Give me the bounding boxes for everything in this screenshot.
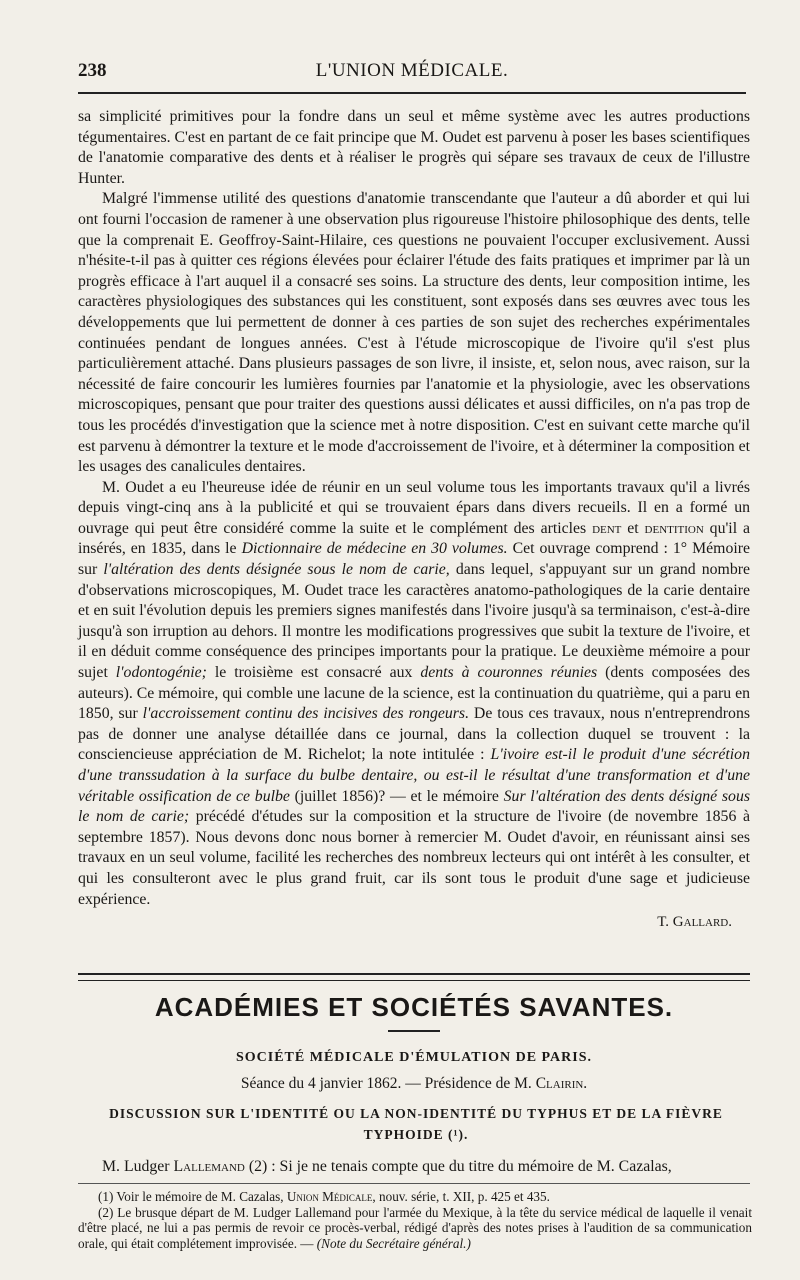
italic-title: l'accroissement continu des incisives des rongeurs. xyxy=(142,705,470,723)
running-title: L'UNION MÉDICALE. xyxy=(315,60,509,81)
text-run: Cet ouvrage comprend : 1° Mémoire sur xyxy=(78,540,751,579)
text-run-smallcaps: dentition xyxy=(644,519,704,537)
text-run: (juillet 1856)? — et le mémoire xyxy=(289,787,504,805)
article-body xyxy=(78,107,750,933)
footnotes xyxy=(78,1189,752,1251)
text-run: (dents composées des auteurs). Ce mémoire, qui comble une lacune de la science, est la continuation du quatrième, qui a paru en 1850, sur xyxy=(78,664,751,723)
society-heading: SOCIÉTÉ MÉDICALE D'ÉMULATION DE PARIS. xyxy=(235,1050,593,1065)
text-run: Séance du 4 janvier 1862. — Présidence de M. xyxy=(240,1075,536,1092)
section-title: ACADÉMIES ET SOCIÉTÉS SAVANTES. xyxy=(154,992,674,1022)
speaker-paragraph xyxy=(78,1157,750,1177)
text-run: (1) Voir le mémoire de M. Cazalas, xyxy=(98,1189,287,1204)
text-run: M. Oudet a eu l'heureuse idée de réunir en un seul volume tous les importants travaux qu'il a livrés depuis vingt-cinq ans à la publicité et qui se trouvaient épars dans divers recueils. Il en a formé un ouvrage qui peut être considéré comme la suite et le complément des articles xyxy=(78,478,750,537)
page-number: 238 xyxy=(78,60,107,81)
text-run: dans lequel, s'appuyant sur un grand nombre d'observations microscopiques, M. Oudet trace les caractères anatomo-pathologiques de la carie dentaire et en suit l'évolution depuis les premiers signes manifestés dans l'ivoire jusqu'à sa terminaison, c'est-à-dire jusqu'à son irruption au dehors. Il montre les modifications progressives que subit la texture de l'ivoire, et il en déduit comme conséquence des principes importants pour la pratique. Le deuxième mémoire a pour sujet xyxy=(78,561,750,682)
footnote-1 xyxy=(78,1189,752,1205)
footnote-2 xyxy=(78,1205,752,1252)
text-run: qu'il a insérés, en 1835, dans le xyxy=(78,519,750,558)
italic-title: L'ivoire est-il le produit d'une sécrétion d'une transsudation à la surface du bulbe dentaire, ou est-il le résultat d'une transformation et d'une véritable ossification de ce bulbe xyxy=(78,746,750,805)
section-divider xyxy=(78,973,750,981)
paragraph-2: Malgré l'immense utilité des questions d'anatomie transcendante que l'auteur a dû aborder et qui lui ont fourni l'occasion de ramener à une observation plus rigoureuse l'histoire philosophique des dents, telle que la comprenait E. Geoffroy-Saint-Hilaire, ces questions ne pouvaient l'occuper exclusivement. Aussi n'hésite-t-il pas à quitter ces régions élevées pour éclairer l'étude des faits pratiques et imprimer par là un progrès efficace à l'art auquel il a consacré ses soins. La structure des dents, leur composition intime, les caractères physiologiques des substances qui les constituent, sont exposés dans ses œuvres avec tous les développements que lui permettent de donner à ces parties de son sujet des recherches expérimentales continuées pendant de longues années. C'est à l'étude microscopique de l'ivoire qu'il s'est plus particulièrement attaché. Dans plusieurs passages de son livre, il insiste, et, selon nous, avec raison, sur la nécessité de faire concourir les lumières fournies par l'anatomie et la physiologie, avec les observations microscopiques, pensant que pour traiter des questions aussi délicates et aussi difficiles, on n'a pas trop de tous les procédés d'investigation que la science met à notre disposition. C'est en suivant cette marche qu'il est parvenu à démontrer la texture et le mode d'accroissement de l'ivoire, et à déterminer la composition et les usages des canalicules dentaires. xyxy=(78,190,750,476)
text-run: M. Ludger xyxy=(102,1158,174,1175)
italic-title: l'odontogénie; xyxy=(115,664,207,682)
text-run: , nouv. série, t. XII, p. 425 et 435. xyxy=(372,1189,550,1204)
text-run: (2) Le brusque départ de M. Ludger Lallemand pour l'armée du Mexique, à la tête du service médical de laquelle il venait d'être placé, ne lui a pas permis de revoir ce procès-verbal, rédigé d'après des notes prises à l'audition de sa communication orale, qui était complétement improvisée. — xyxy=(78,1204,752,1251)
discussion-heading: DISCUSSION SUR L'IDENTITÉ OU LA NON-IDENTITÉ DU TYPHUS ET DE LA FIÈVRE TYPHOIDE (¹). xyxy=(109,1106,723,1142)
president-name: Clairin xyxy=(535,1075,584,1092)
session-line xyxy=(78,1075,750,1093)
page-header xyxy=(78,58,746,94)
italic-title: Dictionnaire de médecine en 30 volumes. xyxy=(241,540,508,558)
italic-title: l'altération des dents désignée sous le nom de carie, xyxy=(103,561,450,579)
text-run: le troisième est consacré aux xyxy=(206,664,421,682)
speaker-name: Lallemand xyxy=(173,1158,245,1175)
text-run: précédé d'études sur la composition et la structure de l'ivoire (de novembre 1856 à septembre 1857). Nous devons donc nous borner à remercier M. Oudet d'avoir, en réunissant ainsi ses travaux en un seul volume, facilité les recherches des nombreux lecteurs qui ont intérêt à les consulter, et qui les consulteront avec le plus grand fruit, car ils sont tous le produit d'une sage et judicieuse expérience. xyxy=(78,808,750,908)
text-run-smallcaps: dent xyxy=(592,519,622,537)
paragraph-1: sa simplicité primitives pour la fondre dans un seul et même système avec les autres productions tégumentaires. C'est en partant de ce fait principe que M. Oudet est parvenu à poser les bases scientifiques de l'anatomie comparative des dents et à réaliser le progrès qui sépare ses travaux de ceux de l'illustre Hunter. xyxy=(78,108,750,187)
text-run: De tous ces travaux, nous n'entreprendrons pas de donner une analyse détaillée dans ce journal, dans la collection duquel se trouvent : la consciencieuse appréciation de M. Richelot; la note intitulée : xyxy=(78,705,750,764)
italic-title: Sur l'altération des dents désigné sous le nom de carie; xyxy=(78,787,750,826)
title-rule xyxy=(388,1030,440,1032)
footnote-rule xyxy=(78,1183,750,1184)
author-signature: T. Gallard. xyxy=(657,914,732,931)
italic-title: dents à couronnes réunies xyxy=(420,664,598,682)
paragraph-3 xyxy=(78,478,750,910)
journal-name: Union Médicale xyxy=(286,1189,373,1204)
text-run: et xyxy=(621,519,645,537)
text-run: (2) : Si je ne tenais compte que du titre du mémoire de M. Cazalas, xyxy=(244,1158,672,1175)
text-run: . xyxy=(583,1075,588,1092)
editor-note: (Note du Secrétaire général.) xyxy=(316,1235,471,1251)
